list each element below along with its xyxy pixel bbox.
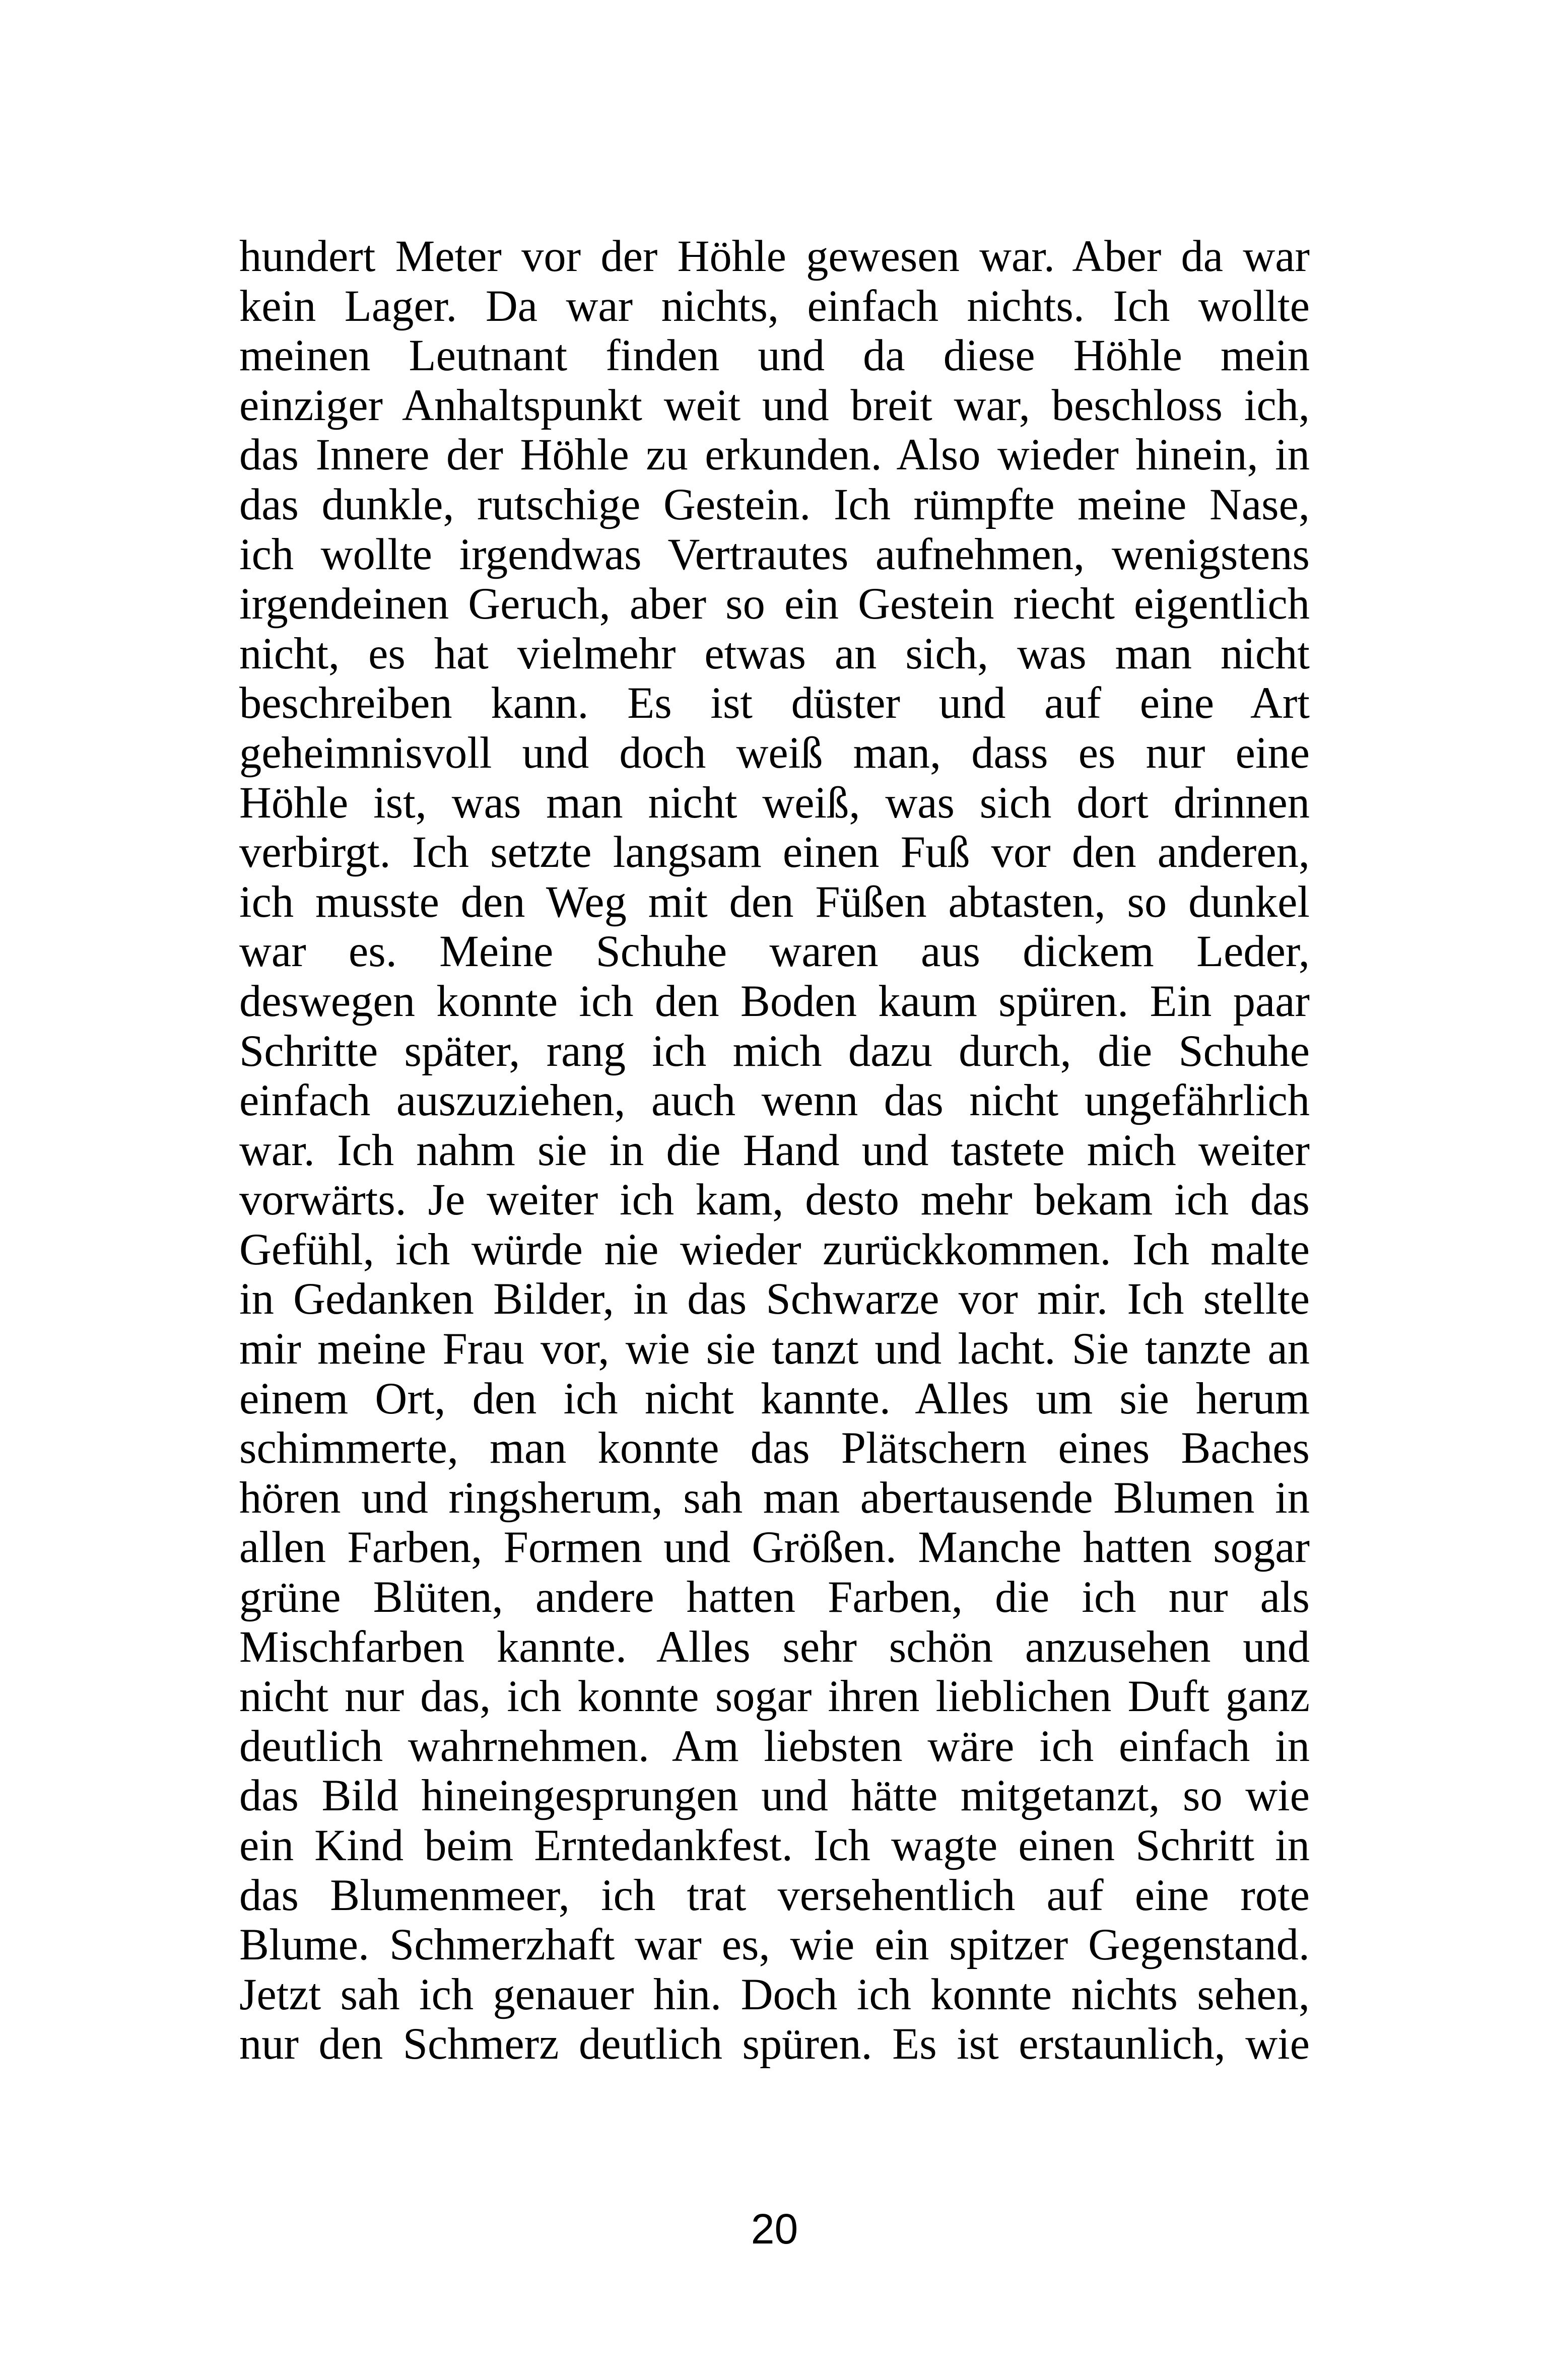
- text-line: Höhle ist, was man nicht weiß, was sich dort drinnen: [239, 778, 1310, 828]
- text-line: grüne Blüten, andere hatten Farben, die ich nur als: [239, 1573, 1310, 1622]
- page-number: 20: [751, 2205, 798, 2253]
- text-line: Mischfarben kannte. Alles sehr schön anzusehen und: [239, 1622, 1310, 1672]
- text-line: nur den Schmerz deutlich spüren. Es ist erstaunlich, wie: [239, 2019, 1310, 2069]
- text-line: schimmerte, man konnte das Plätschern eines Baches: [239, 1423, 1310, 1473]
- text-line: verbirgt. Ich setzte langsam einen Fuß vor den anderen,: [239, 828, 1310, 877]
- text-line: deutlich wahrnehmen. Am liebsten wäre ich einfach in: [239, 1721, 1310, 1771]
- text-line: einem Ort, den ich nicht kannte. Alles um sie herum: [239, 1374, 1310, 1423]
- text-line: ich wollte irgendwas Vertrautes aufnehmen, wenigstens: [239, 529, 1310, 579]
- text-line: das dunkle, rutschige Gestein. Ich rümpfte meine Nase,: [239, 480, 1310, 529]
- text-line: nicht, es hat vielmehr etwas an sich, was man nicht: [239, 629, 1310, 678]
- text-line: meinen Leutnant finden und da diese Höhle mein: [239, 331, 1310, 381]
- text-line: hundert Meter vor der Höhle gewesen war. Aber da war: [239, 232, 1310, 281]
- text-line: beschreiben kann. Es ist düster und auf eine Art: [239, 678, 1310, 728]
- text-line: Gefühl, ich würde nie wieder zurückkommen. Ich malte: [239, 1225, 1310, 1274]
- text-line: vorwärts. Je weiter ich kam, desto mehr bekam ich das: [239, 1175, 1310, 1225]
- text-line: das Blumenmeer, ich trat versehentlich auf eine rote: [239, 1870, 1310, 1920]
- text-line: in Gedanken Bilder, in das Schwarze vor mir. Ich stellte: [239, 1274, 1310, 1324]
- text-line: mir meine Frau vor, wie sie tanzt und lacht. Sie tanzte an: [239, 1324, 1310, 1374]
- text-line: Blume. Schmerzhaft war es, wie ein spitzer Gegenstand.: [239, 1920, 1310, 1970]
- text-line: deswegen konnte ich den Boden kaum spüren. Ein paar: [239, 976, 1310, 1026]
- text-line: einfach auszuziehen, auch wenn das nicht ungefährlich: [239, 1076, 1310, 1126]
- text-line: das Bild hineingesprungen und hätte mitgetanzt, so wie: [239, 1771, 1310, 1821]
- text-line: war es. Meine Schuhe waren aus dickem Leder,: [239, 927, 1310, 977]
- text-line: ich musste den Weg mit den Füßen abtasten, so dunkel: [239, 877, 1310, 927]
- text-line: geheimnisvoll und doch weiß man, dass es nur eine: [239, 728, 1310, 778]
- body-text: [239, 232, 1310, 2069]
- text-line: irgendeinen Geruch, aber so ein Gestein riecht eigentlich: [239, 579, 1310, 629]
- text-line: das Innere der Höhle zu erkunden. Also wieder hinein, in: [239, 430, 1310, 480]
- text-line: ein Kind beim Erntedankfest. Ich wagte einen Schritt in: [239, 1821, 1310, 1870]
- text-line: nicht nur das, ich konnte sogar ihren lieblichen Duft ganz: [239, 1672, 1310, 1722]
- text-line: kein Lager. Da war nichts, einfach nichts. Ich wollte: [239, 281, 1310, 331]
- text-line: Schritte später, rang ich mich dazu durch, die Schuhe: [239, 1026, 1310, 1076]
- text-line: allen Farben, Formen und Größen. Manche hatten sogar: [239, 1523, 1310, 1573]
- text-line: hören und ringsherum, sah man abertausende Blumen in: [239, 1473, 1310, 1523]
- text-line: Jetzt sah ich genauer hin. Doch ich konnte nichts sehen,: [239, 1969, 1310, 2019]
- text-line: einziger Anhaltspunkt weit und breit war, beschloss ich,: [239, 380, 1310, 430]
- text-line: war. Ich nahm sie in die Hand und tastete mich weiter: [239, 1125, 1310, 1175]
